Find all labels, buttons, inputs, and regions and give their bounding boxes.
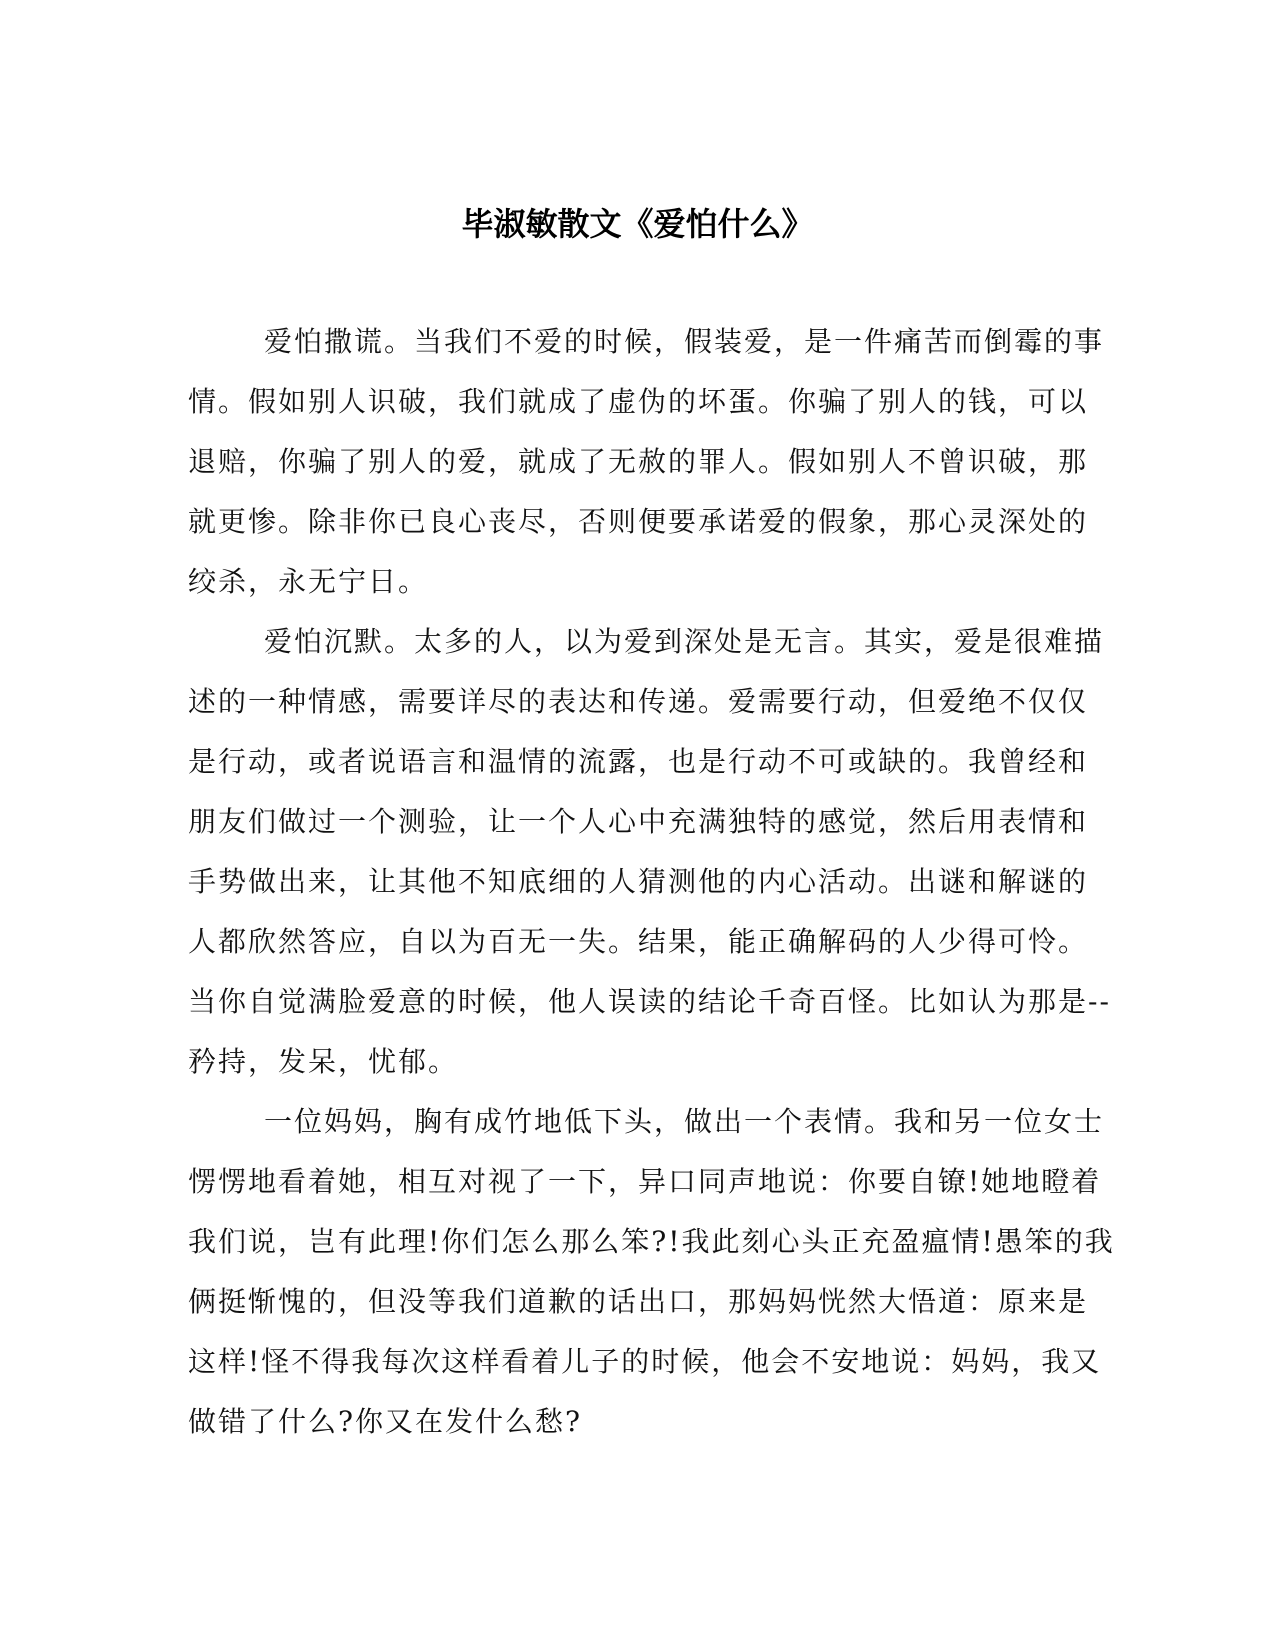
text-line: 这样!怪不得我每次这样看着儿子的时候，他会不安地说：妈妈，我又: [188, 1345, 1102, 1378]
text-line: 就更惨。除非你已良心丧尽，否则便要承诺爱的假象，那心灵深处的: [188, 505, 1089, 538]
text-line: 是行动，或者说语言和温情的流露，也是行动不可或缺的。我曾经和: [188, 745, 1089, 778]
paragraph: [188, 612, 1111, 1092]
text-line: 手势做出来，让其他不知底细的人猜测他的内心活动。出谜和解谜的: [188, 865, 1089, 898]
text-line: 退赔，你骗了别人的爱，就成了无赦的罪人。假如别人不曾识破，那: [188, 445, 1089, 478]
text-line: 爱怕沉默。太多的人，以为爱到深处是无言。其实，爱是很难描: [264, 625, 1105, 658]
document-title: 毕淑敏散文《爱怕什么》: [461, 205, 814, 243]
text-line: 愣愣地看着她，相互对视了一下，异口同声地说：你要自镣!她地瞪着: [188, 1165, 1102, 1198]
text-line: 朋友们做过一个测验，让一个人心中充满独特的感觉，然后用表情和: [188, 805, 1089, 838]
text-line: 我们说，岂有此理!你们怎么那么笨?!我此刻心头正充盈瘟情!愚笨的我: [188, 1225, 1115, 1258]
paragraph: [188, 312, 1105, 612]
text-line: 矜持，发呆，忧郁。: [188, 1045, 459, 1078]
document-body: [188, 312, 1115, 1452]
paragraph: [188, 1092, 1115, 1452]
text-line: 做错了什么?你又在发什么愁?: [188, 1405, 583, 1438]
text-line: 俩挺惭愧的，但没等我们道歉的话出口，那妈妈恍然大悟道：原来是: [188, 1285, 1089, 1318]
text-line: 人都欣然答应，自以为百无一失。结果，能正确解码的人少得可怜。: [188, 925, 1089, 958]
text-line: 当你自觉满脸爱意的时候，他人误读的结论千奇百怪。比如认为那是--: [188, 985, 1111, 1018]
text-line: 一位妈妈，胸有成竹地低下头，做出一个表情。我和另一位女士: [264, 1105, 1105, 1138]
text-line: 情。假如别人识破，我们就成了虚伪的坏蛋。你骗了别人的钱，可以: [188, 385, 1089, 418]
text-line: 爱怕撒谎。当我们不爱的时候，假装爱，是一件痛苦而倒霉的事: [264, 325, 1105, 358]
text-line: 述的一种情感，需要详尽的表达和传递。爱需要行动，但爱绝不仅仅: [188, 685, 1089, 718]
text-line: 绞杀，永无宁日。: [188, 565, 429, 598]
